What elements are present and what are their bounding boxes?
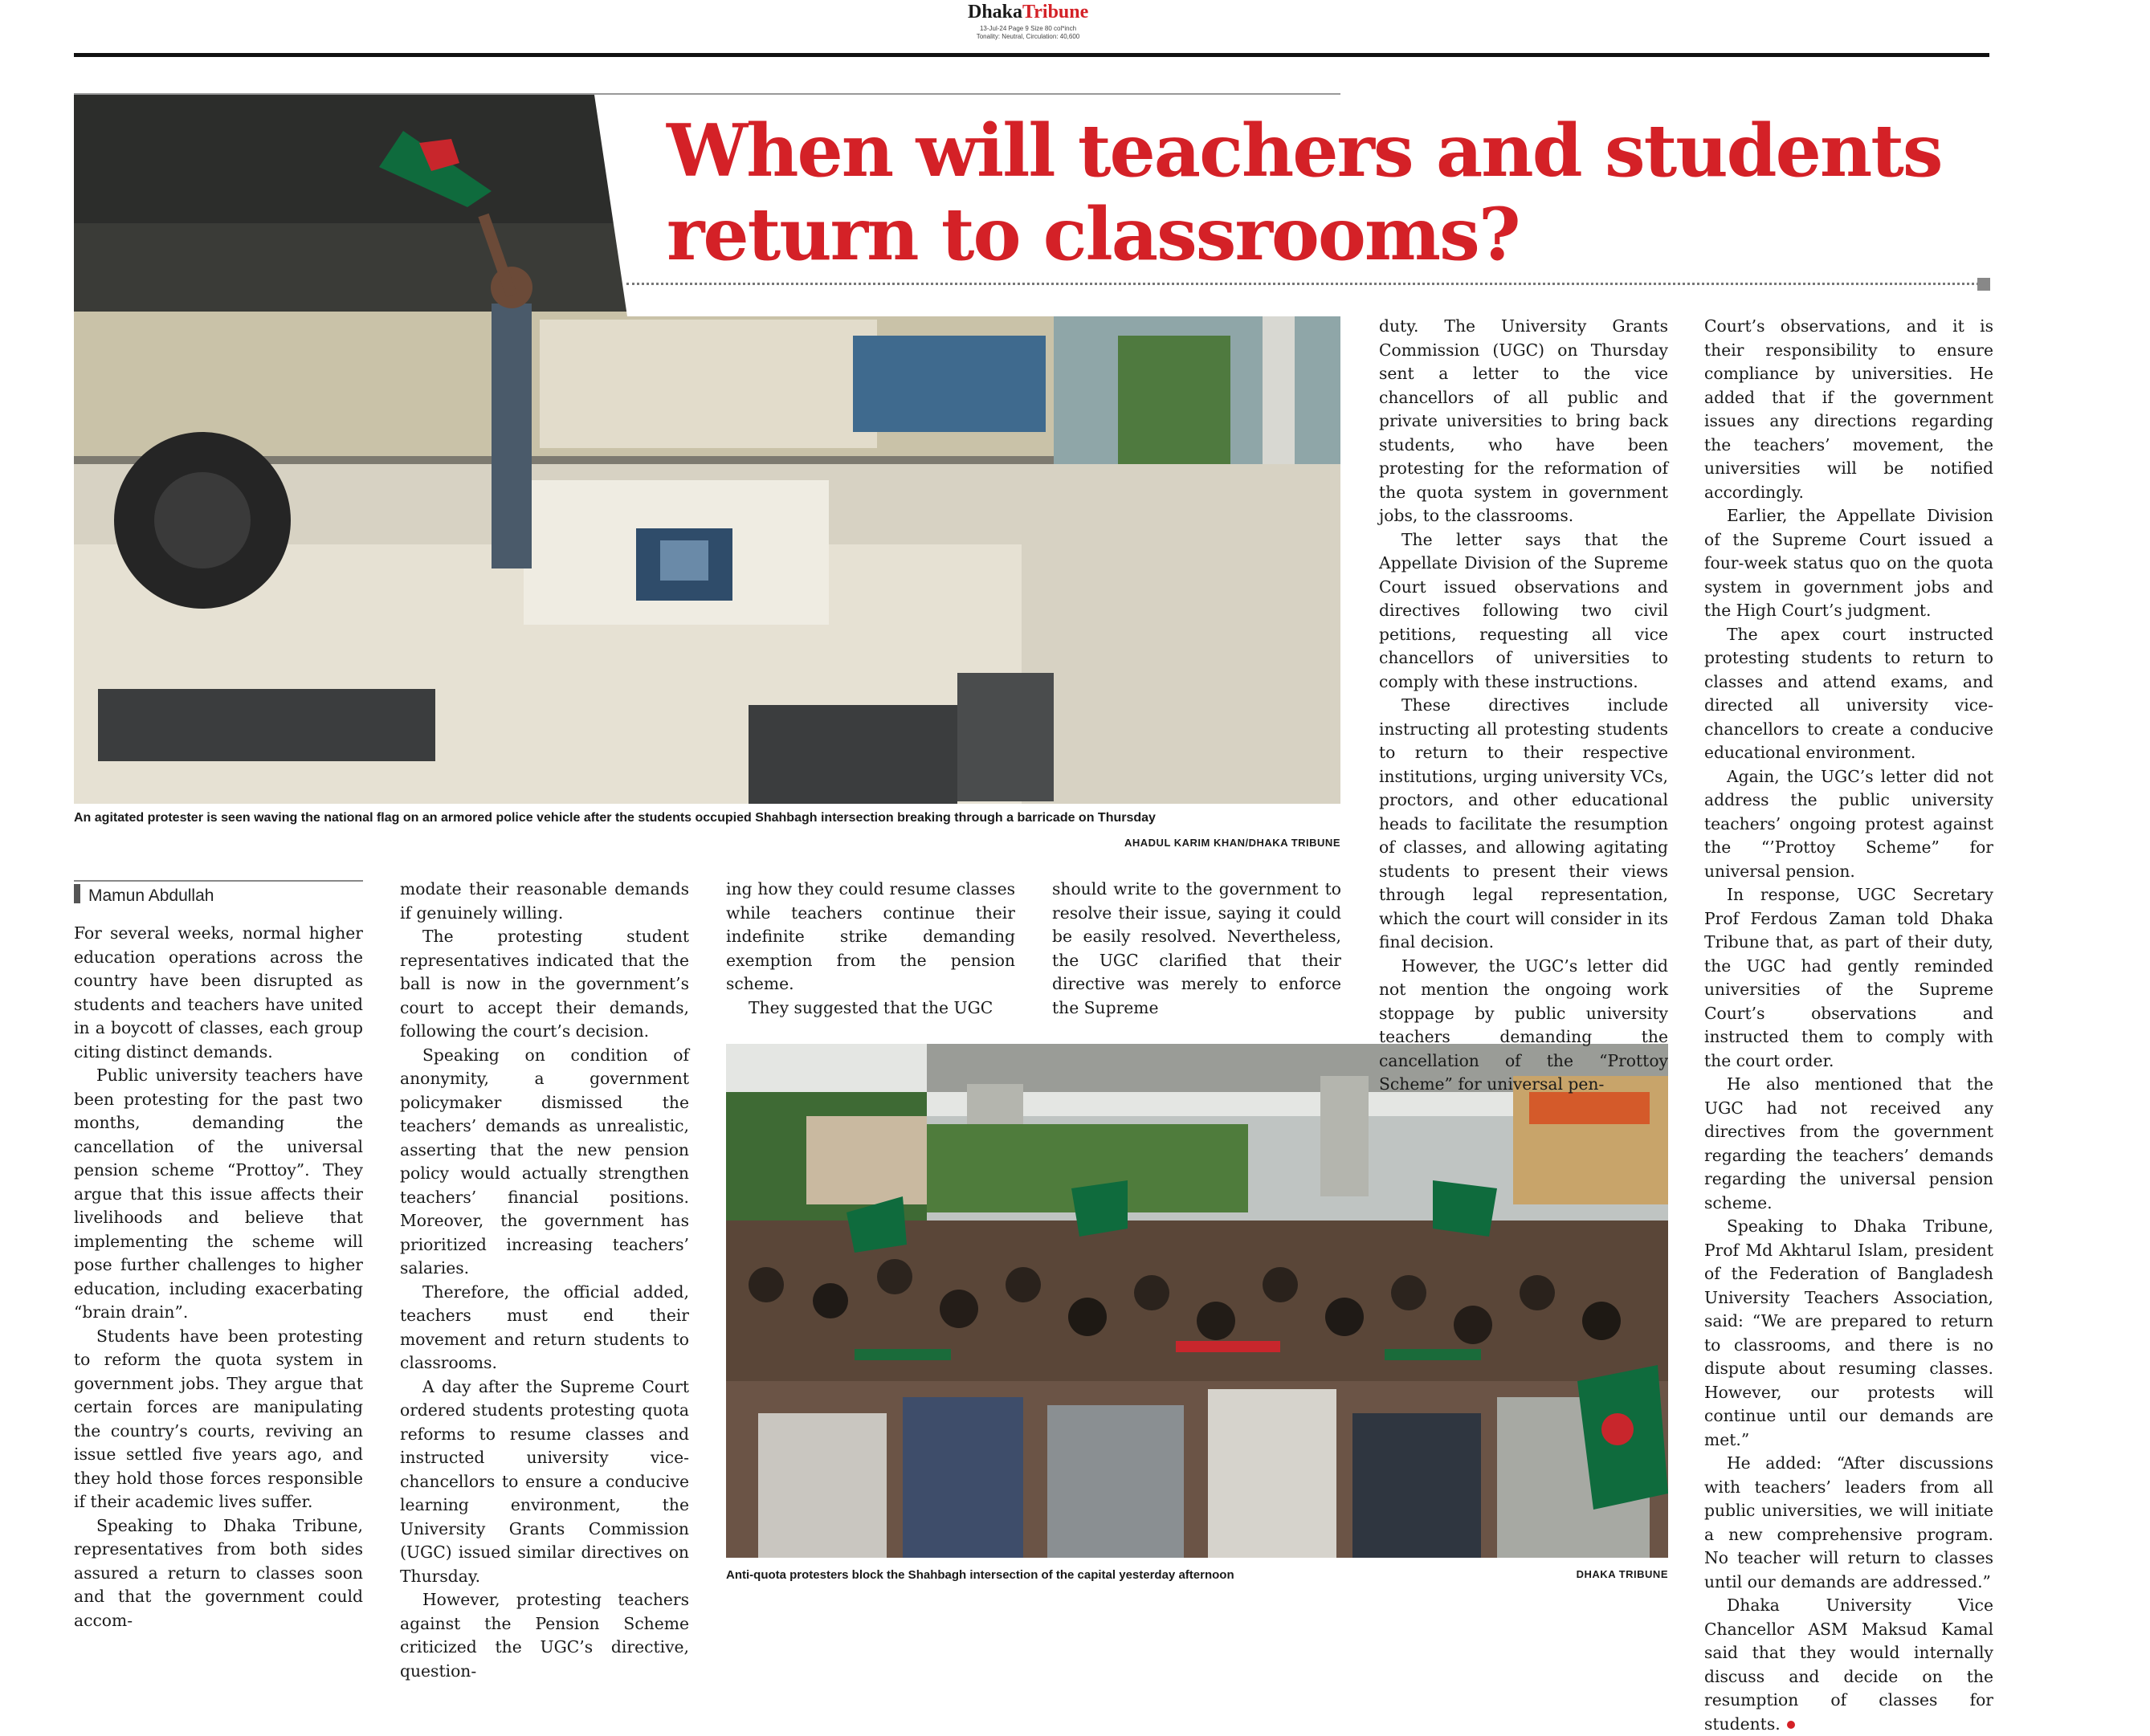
last-paragraph [1704,1594,1993,1736]
brand-tribune: Tribune [1022,2,1089,22]
paragraph: Students have been protesting to reform the quota system in government jobs. They argue that certain forces are manipulating the country’s courts, reviving an issue settled five years ago, and they hold those forces responsible if their academic lives suffer. [74,1326,363,1511]
paragraph: Speaking to Dhaka Tribune, representatives from both sides assured a return to classes soon and that the government could accom- [74,1515,363,1630]
crowd-photo-caption: Anti-quota protesters block the Shahbagh intersection of the capital yesterday afternoon [726,1568,1234,1582]
paragraph: A day after the Supreme Court ordered students protesting quota reforms to resume classes and instructed university vice-chancellors to ensure a conducive learning environment, the University Grants Commission (UGC) issued similar directives on Thursday. [400,1376,689,1586]
paragraph: modate their reasonable demands if genuinely willing. [400,879,689,923]
paragraph: Therefore, the official added, teachers must end their movement and return students to classrooms. [400,1282,689,1372]
paragraph: Court’s observations, and it is their responsibility to ensure compliance by universities. He added that if the government issues any directions regarding the teachers’ movement, the universities will be notified accordingly. [1704,316,1993,502]
body-column-6 [1704,315,1993,1736]
paragraph: The apex court instructed protesting students to return to classes and attend exams, and directed all university vice-chancellors to create a conducive educational environment. [1704,624,1993,762]
paragraph: In response, UGC Secretary Prof Ferdous Zaman told Dhaka Tribune that, as part of their duty, the UGC had gently reminded universities of the Supreme Court’s observations and instructed them to comply with the court order. [1704,885,1993,1070]
byline-bar [74,884,80,903]
crowd-photo-illustration [726,1044,1668,1558]
paragraph: Earlier, the Appellate Division of the Supreme Court issued a four-week status quo on the quota system in government jobs and the High Court’s judgment. [1704,506,1993,620]
brand-dhaka: Dhaka [968,2,1023,22]
clipping-meta-size: 13-Jul-24 Page 9 Size 80 col*inch [979,25,1077,32]
paragraph: Speaking to Dhaka Tribune, Prof Md Akhtarul Islam, president of the Federation of Bangladesh University Teachers Association, said: “We are prepared to return to classrooms, and there is no dispute about resuming classes. However, our protests will continue until our demands are met.” [1704,1216,1993,1449]
last-paragraph-text: Dhaka University Vice Chancellor ASM Maksud Kamal said that they would internally discuss and decide on the resumption of classes for students. [1704,1595,1993,1734]
lead-photo-caption: An agitated protester is seen waving the national flag on an armored police vehicle after the students occupied Shahbagh intersection breaking through a barricade on Thursday [74,811,1156,825]
paragraph: Again, the UGC’s letter did not address the public university teachers’ ongoing protest against the “’Prottoy Scheme” for universal pension. [1704,766,1993,881]
paragraph: For several weeks, normal higher education operations across the country have been disrupted as students and teachers have united in a boycott of classes, each group citing distinct demands. [74,923,363,1062]
paragraph: However, the UGC’s letter did not mention the ongoing work stoppage by public university teachers demanding the cancellation of the “Prottoy Scheme” for universal pen- [1379,956,1668,1094]
paragraph: The protesting student representatives indicated that the ball is now in the government’s court to accept their demands, following the court’s decision. [400,927,689,1041]
masthead [0,0,2056,56]
body-column-5 [1379,315,1668,1097]
body-column-2 [400,878,689,1683]
paragraph: ing how they could resume classes while teachers continue their indefinite strike demanding exemption from the pension scheme. [726,879,1015,993]
paragraph: However, protesting teachers against the Pension Scheme criticized the UGC’s directive, question- [400,1590,689,1681]
headline-dotted-rule [626,283,1984,285]
paragraph: Speaking on condition of anonymity, a government policymaker dismissed the teachers’ demands as unrealistic, asserting that the new pension policy would actually strengthen teachers’ financial positions. Moreover, the government has prioritized increasing teachers’ salaries. [400,1045,689,1278]
byline-name: Mamun Abdullah [88,886,214,905]
masthead-logo [968,2,1088,23]
lead-photo-credit: AHADUL KARIM KHAN/DHAKA TRIBUNE [1124,837,1340,849]
paragraph: Public university teachers have been protesting for the past two months, demanding the cancellation of the universal pension scheme “Prottoy”. They argue that this issue affects their livelihoods and believe that implementing the scheme will pose further challenges to higher education, including exacerbating “brain drain”. [74,1066,363,1322]
paragraph: duty. The University Grants Commission (UGC) on Thursday sent a letter to the vice chancellors of all public and private universities to bring back students, who have been protesting for the reformation of the quota system in government jobs, to the classrooms. [1379,316,1668,525]
body-column-1 [74,922,363,1632]
body-column-4 [1052,878,1341,1020]
paragraph: He also mentioned that the UGC had not received any directives from the government regarding the teachers’ demands regarding the universal pension scheme. [1704,1074,1993,1212]
paragraph: He added: “After discussions with teachers’ leaders from all public universities, we will initiate a new comprehensive program. No teacher will return to classes until our demands are addressed.” [1704,1453,1993,1591]
byline [74,880,363,906]
paragraph: The letter says that the Appellate Division of the Supreme Court issued observations and directives following two civil petitions, requesting all vice chancellors of universities to comply with these instructions. [1379,529,1668,691]
clipping-meta-circulation: Tonality: Neutral, Circulation: 40,600 [976,33,1080,40]
headline-square-marker [1977,278,1990,291]
paragraph: should write to the government to resolve their issue, saying it could be easily resolved. Nevertheless, the UGC clarified that their directive was merely to enforce the Supreme [1052,879,1341,1017]
body-column-3 [726,878,1015,1020]
crowd-photo [726,1044,1668,1558]
end-mark-icon [1787,1721,1795,1729]
paragraph: They suggested that the UGC [749,997,993,1017]
crowd-photo-credit: DHAKA TRIBUNE [1576,1568,1668,1580]
masthead-rule [74,53,1989,57]
paragraph: These directives include instructing all protesting students to return to their respective institutions, urging university VCs, proctors, and other educational heads to facilitate the resumption of classes, and allowing agitating students to present their views through legal representation, which the court will consider in its final decision. [1379,695,1668,952]
headline: When will teachers and students return to classrooms? [667,108,1942,277]
